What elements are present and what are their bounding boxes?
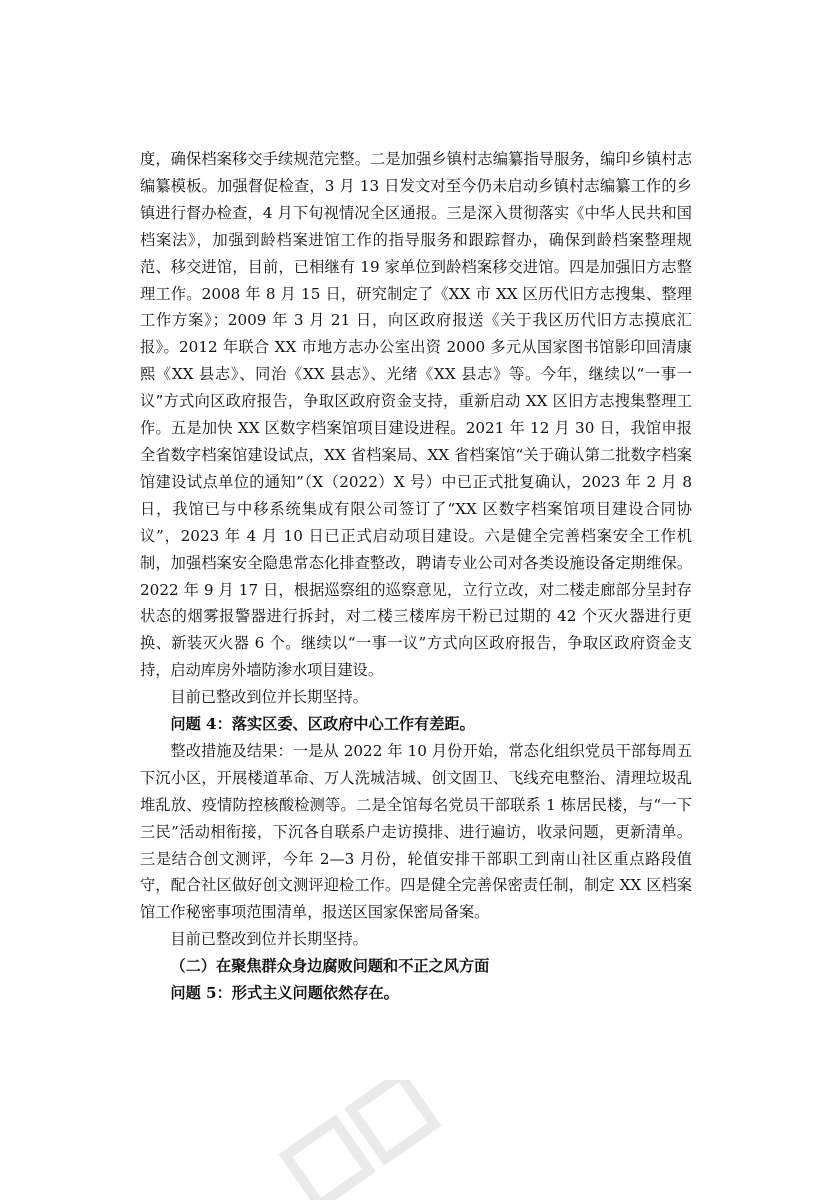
paragraph-rectification-measures: 整改措施及结果：一是从 2022 年 10 月份开始，常态化组织党员干部每周五下沉小区，开展楼道革命、万人洗城洁城、创文固卫、飞线充电整治、清理垃圾乱堆乱放、疫情防控核酸检测等。二是全馆每名党员干部联系 1 栋居民楼，与“一下三民”活动相衔接，下沉各自联系户走访摸排、进行遍访，收录问题，更新清单。三是结合创文测评，今年 2—3 月份，轮值安排干部职工到南山社区重点路段值守，配合社区做好创文测评迎检工作。四是健全完善保密责任制，制定 XX 区档案馆工作秘密事项范围清单，报送区国家保密局备案。 xyxy=(140,741,692,922)
watermark-graphic xyxy=(250,1080,470,1200)
paragraph-archive-work: 度，确保档案移交手续规范完整。二是加强乡镇村志编纂指导服务，编印乡镇村志编纂模板。加强督促检查，3 月 13 日发文对至今仍未启动乡镇村志编纂工作的乡镇进行督办检查，4 月下旬视情况全区通报。三是深入贯彻落实《中华人民共和国档案法》，加强到龄档案进馆工作的指导服务和跟踪督办，确保到龄档案整理规范、移交进馆，目前，已相继有 19 家单位到龄档案移交进馆。四是加强旧方志整理工作。2008 年 8 月 15 日，研究制定了《XX 市 XX 区历代旧方志搜集、整理工作方案》；2009 年 3 月 21 日，向区政府报送《关于我区历代旧方志摸底汇报》。2012 年联合 XX 市地方志办公室出资 2000 多元从国家图书馆影印回清康熙《XX 县志》、同治《XX 县志》、光绪《XX 县志》等。今年，继续以“一事一议”方式向区政府报告，争取区政府资金支持，重新启动 XX 区旧方志搜集整理工作。五是加快 XX 区数字档案馆项目建设进程。2021 年 12 月 30 日，我馆申报全省数字档案馆建设试点，XX 省档案局、XX 省档案馆“关于确认第二批数字档案馆建设试点单位的通知”（X（2022）X 号）中已正式批复确认，2023 年 2 月 8 日，我馆已与中移系统集成有限公司签订了“XX 区数字档案馆项目建设合同协议”，2023 年 4 月 10 日已正式启动项目建设。六是健全完善档案安全工作机制，加强档案安全隐患常态化排查整改，聘请专业公司对各类设施设备定期维保。2022 年 9 月 17 日，根据巡察组的巡察意见，立行立改，对二楼走廊部分呈封存状态的烟雾报警器进行拆封，对二楼三楼库房干粉已过期的 42 个灭火器进行更换、新装灭火器 6 个。继续以“一事一议”方式向区政府报告，争取区政府资金支持，启动库房外墙防渗水项目建设。 xyxy=(140,150,692,680)
document-body xyxy=(140,146,692,1007)
issue-heading: 问题 5：形式主义问题依然存在。 xyxy=(170,984,399,1003)
status-line: 目前已整改到位并长期坚持。 xyxy=(170,688,368,707)
section-heading: （二）在聚焦群众身边腐败问题和不正之风方面 xyxy=(170,957,490,976)
status-line: 目前已整改到位并长期坚持。 xyxy=(170,930,368,949)
issue-heading: 问题 4：落实区委、区政府中心工作有差距。 xyxy=(170,715,475,734)
